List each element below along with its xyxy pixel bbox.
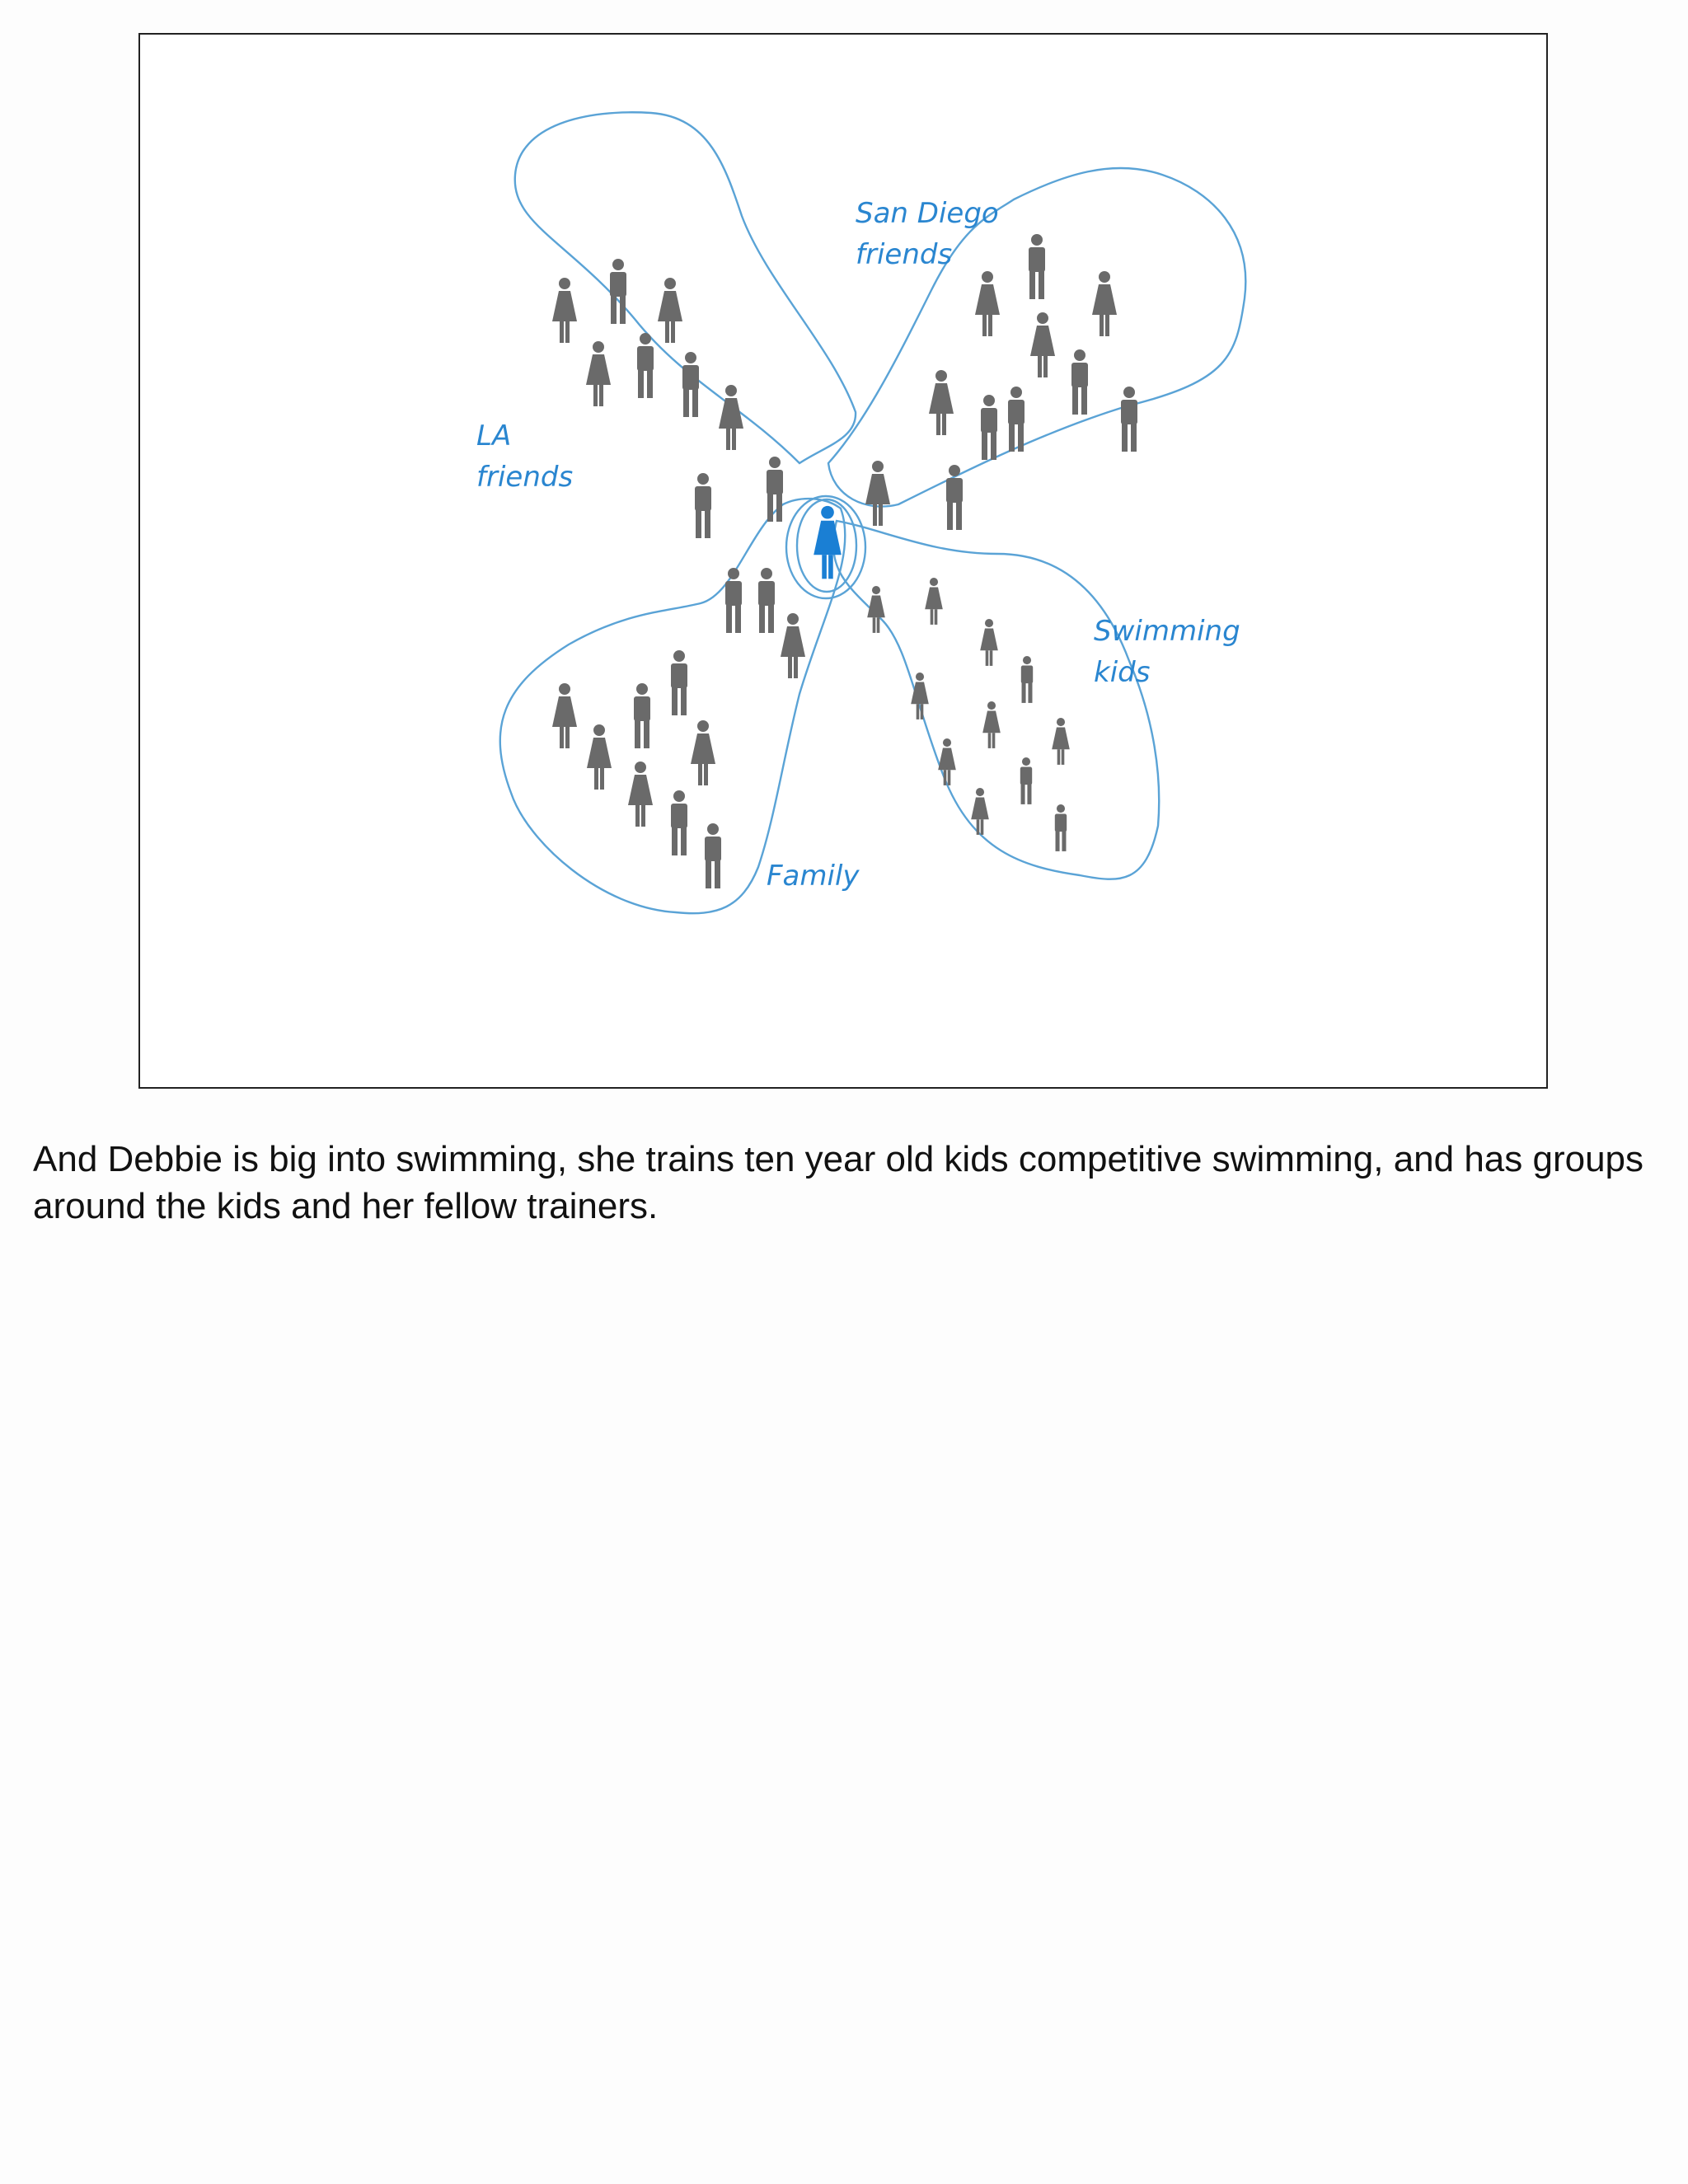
- swimming-kids-outline: [833, 521, 1159, 879]
- person-icon: [781, 613, 805, 678]
- person-icon: [628, 762, 653, 827]
- family-label: [767, 860, 860, 893]
- person-icon: [705, 823, 721, 888]
- person-icon: [719, 385, 743, 450]
- person-icon: [658, 278, 682, 343]
- person-icon: [634, 683, 650, 748]
- person-icon: [587, 724, 612, 790]
- person-icon: [1029, 234, 1045, 299]
- social-groups-diagram: [140, 35, 1546, 1087]
- person-icon: [552, 278, 577, 343]
- speaker-notes: And Debbie is big into swimming, she trains ten year old kids competitive swimming, and has groups around the kids and her fellow trainers.: [33, 1139, 1644, 1226]
- person-icon: [637, 333, 654, 398]
- la-friends-label: [476, 419, 573, 494]
- person-icon: [1021, 656, 1033, 703]
- person-icon: [552, 683, 577, 748]
- person-icon: [865, 461, 890, 526]
- family-label-line: Family: [767, 860, 860, 893]
- la-friends-label-line: LA: [476, 419, 512, 452]
- person-icon: [1121, 387, 1137, 452]
- person-icon: [938, 738, 956, 785]
- person-icon: [981, 395, 997, 460]
- person-icon: [1052, 718, 1070, 765]
- person-icon: [929, 370, 954, 435]
- person-icon: [980, 619, 998, 666]
- person-icon: [758, 568, 775, 633]
- person-icon: [682, 352, 699, 417]
- swimming-kids-label-line: Swimming: [1094, 615, 1240, 648]
- person-icon: [975, 271, 1000, 336]
- person-icon: [671, 790, 687, 855]
- person-icon: [925, 578, 943, 625]
- san-diego-friends-label: [856, 197, 999, 271]
- san-diego-friends-label-line: San Diego: [856, 197, 999, 230]
- person-icon: [1071, 349, 1088, 415]
- person-icon: [725, 568, 742, 633]
- person-icon: [867, 586, 885, 633]
- swimming-kids-label-line: kids: [1094, 656, 1151, 689]
- person-icon: [1008, 387, 1025, 452]
- person-icon: [1092, 271, 1117, 336]
- person-icon: [1055, 804, 1067, 851]
- slide-frame: [138, 33, 1548, 1089]
- person-icon: [982, 701, 1001, 748]
- person-icon: [691, 720, 715, 785]
- swimming-kids-label: [1094, 615, 1240, 689]
- person-icon: [1030, 312, 1055, 377]
- person-icon: [1020, 757, 1032, 804]
- person-icon: [610, 259, 626, 324]
- person-icon: [695, 473, 711, 538]
- la-friends-label-line: friends: [476, 461, 574, 494]
- san-diego-friends-label-line: friends: [856, 238, 953, 271]
- person-icon: [671, 650, 687, 715]
- person-icon: [911, 673, 929, 719]
- person-icon: [586, 341, 611, 406]
